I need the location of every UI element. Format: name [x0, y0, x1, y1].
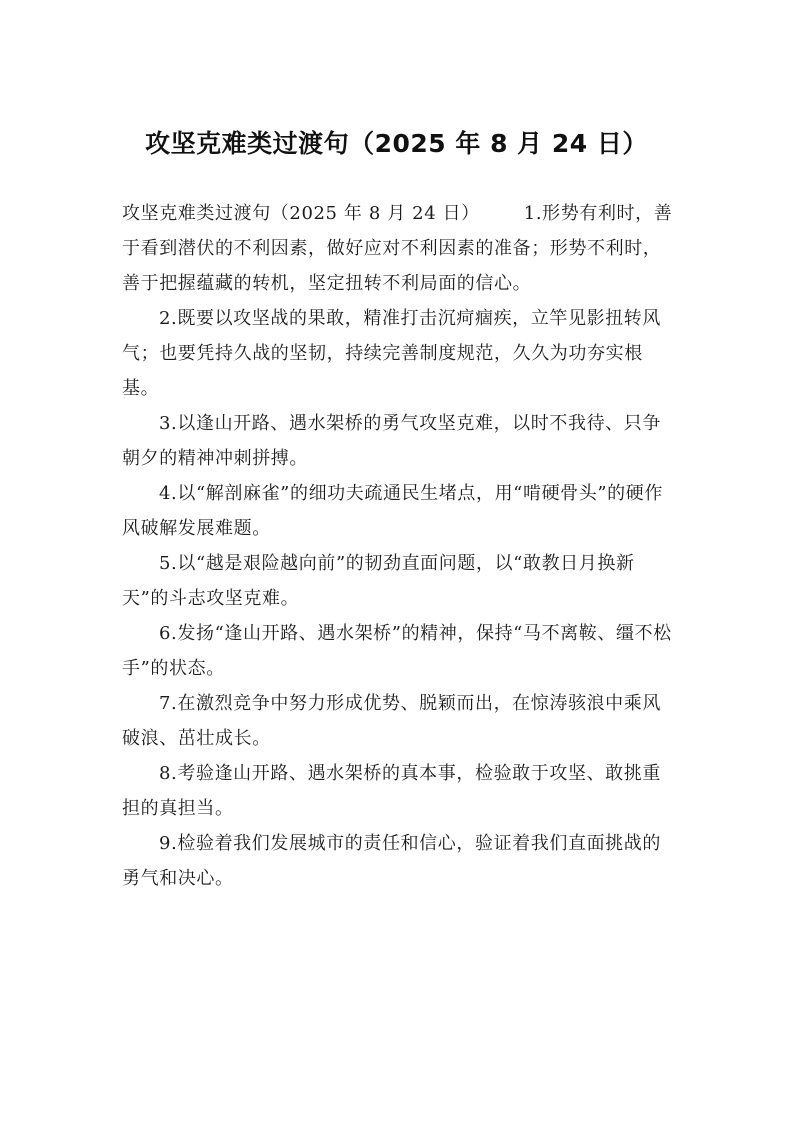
- paragraph-5: 5.以“越是艰险越向前”的韧劲直面问题，以“敢教日月换新天”的斗志攻坚克难。: [122, 553, 635, 609]
- paragraph-2: 2.既要以攻坚战的果敢，精准打击沉疴痼疾，立竿见影扭转风气；也要凭持久战的坚韧，持续完善制度规范，久久为功夯实根基。: [122, 308, 661, 399]
- paragraph-4: 4.以“解剖麻雀”的细功夫疏通民生堵点，用“啃硬骨头”的硬作风破解发展难题。: [122, 483, 663, 539]
- paragraph-9: 9.检验着我们发展城市的责任和信心，验证着我们直面挑战的勇气和决心。: [122, 833, 661, 889]
- paragraph-1-text: 1.形势有利时，善于看到潜伏的不利因素，做好应对不利因素的准备；形势不利时，善于把握蕴藏的转机，坚定扭转不利局面的信心。: [122, 203, 673, 294]
- paragraph-3: 3.以逢山开路、遇水架桥的勇气攻坚克难，以时不我待、只争朝夕的精神冲刺拼搏。: [122, 413, 661, 469]
- paragraph-7: 7.在激烈竞争中努力形成优势、脱颖而出，在惊涛骇浪中乘风破浪、茁壮成长。: [122, 693, 661, 749]
- paragraph-8: 8.考验逢山开路、遇水架桥的真本事，检验敢于攻坚、敢挑重担的真担当。: [122, 763, 661, 819]
- intro-heading: 攻坚克难类过渡句（2025 年 8 月 24 日）: [122, 203, 480, 224]
- document-title: 攻坚克难类过渡句（2025 年 8 月 24 日）: [145, 129, 648, 158]
- paragraph-1: [122, 196, 678, 301]
- paragraph-6: 6.发扬“逢山开路、遇水架桥”的精神，保持“马不离鞍、缰不松手”的状态。: [122, 623, 672, 679]
- document-body: [122, 196, 678, 896]
